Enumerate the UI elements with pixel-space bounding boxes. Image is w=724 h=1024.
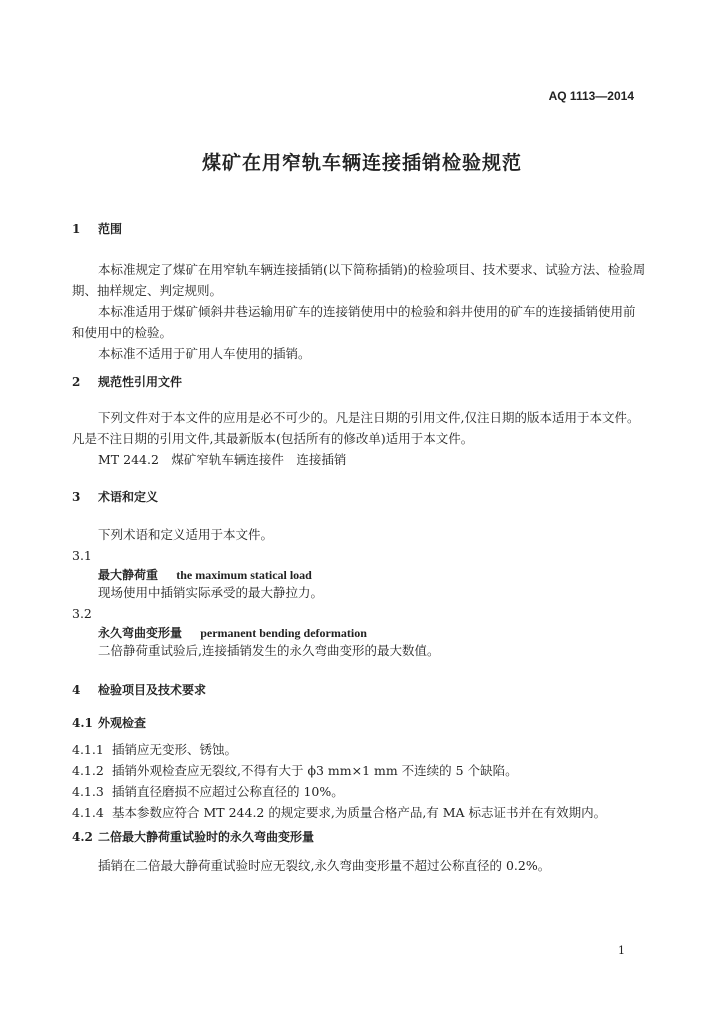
paragraph: 下列文件对于本文件的应用是必不可少的。凡是注日期的引用文件,仅注日期的版本适用于本文件。凡是不注日期的引用文件,其最新版本(包括所有的修改单)适用于本文件。 <box>72 410 640 446</box>
term-definition: 现场使用中插销实际承受的最大静拉力。 <box>98 585 324 600</box>
item-number: 4.1.1 <box>72 742 104 757</box>
term-en: the maximum statical load <box>176 568 312 582</box>
item-text: 插销直径磨损不应超过公称直径的 10%。 <box>112 784 344 799</box>
item-text: 插销应无变形、锈蚀。 <box>112 742 238 757</box>
list-item <box>72 739 237 760</box>
list-item <box>72 802 606 823</box>
term-en: permanent bending deformation <box>200 626 367 640</box>
section-title: 术语和定义 <box>98 490 159 504</box>
list-item <box>72 760 518 781</box>
subsection-number: 4.1 <box>72 716 93 730</box>
section-number: 3 <box>72 490 81 504</box>
subsection-number: 4.2 <box>72 830 93 844</box>
paragraph: 本标准适用于煤矿倾斜井巷运输用矿车的连接销使用中的检验和斜井使用的矿车的连接插销使用前和使用中的检验。 <box>72 304 636 340</box>
paragraph: 本标准规定了煤矿在用窄轨车辆连接插销(以下简称插销)的检验项目、技术要求、试验方法、检验周期、抽样规定、判定规则。 <box>72 262 646 298</box>
normative-reference: MT 244.2 煤矿窄轨车辆连接件 连接插销 <box>98 452 347 467</box>
term-number: 3.1 <box>72 548 92 563</box>
section-title: 检验项目及技术要求 <box>98 683 207 697</box>
item-number: 4.1.3 <box>72 784 104 799</box>
standard-number: AQ 1113—2014 <box>548 89 634 103</box>
section-4-heading <box>72 681 206 698</box>
section-1-heading <box>72 220 122 237</box>
item-number: 4.1.2 <box>72 763 104 778</box>
item-text: 插销外观检查应无裂纹,不得有大于 ϕ3 mm×1 mm 不连续的 5 个缺陷。 <box>112 763 518 778</box>
subsection-title: 二倍最大静荷重试验时的永久弯曲变形量 <box>98 830 315 844</box>
document-title: 煤矿在用窄轨车辆连接插销检验规范 <box>201 152 522 174</box>
item-text: 基本参数应符合 MT 244.2 的规定要求,为质量合格产品,有 MA 标志证书并在有效期内。 <box>112 805 607 820</box>
section-number: 2 <box>72 375 81 389</box>
section-2-heading <box>72 373 182 390</box>
subsection-heading <box>72 828 314 845</box>
paragraph: 本标准不适用于矿用人车使用的插销。 <box>98 346 311 361</box>
section-number: 4 <box>72 683 81 697</box>
term-name <box>98 624 367 641</box>
item-number: 4.1.4 <box>72 805 104 820</box>
paragraph: 下列术语和定义适用于本文件。 <box>98 527 274 542</box>
term-cn: 永久弯曲变形量 <box>98 626 183 640</box>
paragraph: 插销在二倍最大静荷重试验时应无裂纹,永久弯曲变形量不超过公称直径的 0.2%。 <box>98 858 551 873</box>
term-number: 3.2 <box>72 606 92 621</box>
page-number: 1 <box>618 944 625 957</box>
section-title: 范围 <box>98 222 123 236</box>
section-number: 1 <box>72 222 81 236</box>
subsection-heading <box>72 714 146 731</box>
subsection-title: 外观检查 <box>98 716 147 730</box>
section-title: 规范性引用文件 <box>98 375 183 389</box>
section-3-heading <box>72 488 158 505</box>
term-definition: 二倍静荷重试验后,连接插销发生的永久弯曲变形的最大数值。 <box>98 643 440 658</box>
term-name <box>98 566 312 583</box>
list-item <box>72 781 344 802</box>
term-cn: 最大静荷重 <box>98 568 159 582</box>
